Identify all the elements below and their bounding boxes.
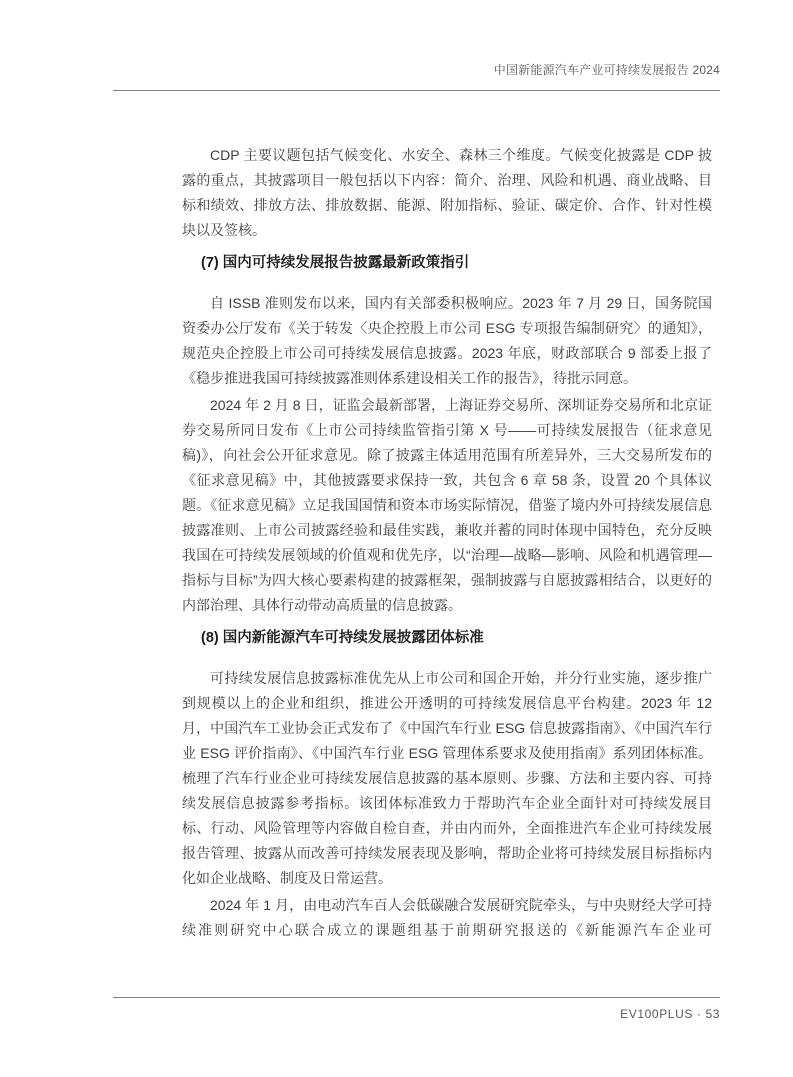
heading-8-nev-group-standards: (8) 国内新能源汽车可持续发展披露团体标准 (201, 630, 484, 646)
footer-separator: · (696, 1007, 702, 1021)
paragraph-caam-esg-standards: 可持续发展信息披露标准优先从上市公司和国企开始，并分行业实施，逐步推广到规模以上的企业和组织，推进公开透明的可持续发展信息平台构建。2023 年 12 月，中国汽车工业协会正式发布了《中国汽车行业 ESG 信息披露指南》、《中国汽车行业 ESG 评价指南》、《中国汽车行业 ESG 管理体系要求及使用指南》系列团体标准。梳理了汽车行业企业可持续发展信息披露的基本原则、步骤、方法和主要内容、可持续发展信息披露参考指标。该团体标准致力于帮助汽车企业全面针对可持续发展目标、行动、风险管理等内容做自检自查，并由内而外，全面推进汽车企业可持续发展报告管理、披露从而改善可持续发展表现及影响，帮助企业将可持续发展目标指标内化如企业战略、制度及日常运营。 (182, 670, 712, 886)
header-title: 中国新能源汽车产业可持续发展报告 2024 (493, 63, 720, 77)
paragraph-csrc-exchanges-draft: 2024 年 2 月 8 日，证监会最新部署，上海证券交易所、深圳证券交易所和北京证券交易所同日发布《上市公司持续监管指引第 X 号——可持续发展报告（征求意见稿)》，向社会公开征求意见。除了披露主体适用范围有所差异外，三大交易所发布的《征求意见稿》中，其他披露要求保持一致，共包含 6 章 58 条，设置 20 个具体议题。《征求意见稿》立足我国国情和资本市场实际情况，借鉴了境内外可持续发展信息披露准则、上市公司披露经验和最佳实践，兼收并蓄的同时体现中国特色，充分反映我国在可持续发展领域的价值观和优先序，以“治理—战略—影响、风险和机遇管理—指标与目标”为四大核心要素构建的披露框架，强制披露与自愿披露相结合，以更好的内部治理、具体行动带动高质量的信息披露。 (182, 397, 712, 613)
header-rule (113, 0, 720, 91)
footer-page-number: 53 (705, 1007, 720, 1021)
page-footer (113, 997, 720, 1021)
paragraph-issb-response: 自 ISSB 准则发布以来，国内有关部委积极响应。2023 年 7 月 29 日，国务院国资委办公厅发布《关于转发〈央企控股上市公司 ESG 专项报告编制研究〉的通知》，规范央企控股上市公司可持续发展信息披露。2023 年底，财政部联合 9 部委上报了《稳步推进我国可持续披露准则体系建设相关工作的报告》，待批示同意。 (182, 295, 712, 386)
page-content (182, 143, 712, 945)
page-header (113, 0, 720, 91)
heading-7-domestic-policy-guidance: (7) 国内可持续发展报告披露最新政策指引 (201, 255, 470, 271)
paragraph-cdp-topics: CDP 主要议题包括气候变化、水安全、森林三个维度。气候变化披露是 CDP 披露的重点，其披露项目一般包括以下内容：简介、治理、风险和机遇、商业战略、目标和绩效、排放方法、排放数据、能源、附加指标、验证、碳定价、合作、针对性模块以及签核。 (182, 147, 712, 238)
footer-pagination (113, 1007, 720, 1021)
paragraph-ev100-research-group: 2024 年 1 月，由电动汽车百人会低碳融合发展研究院牵头，与中央财经大学可持续准则研究中心联合成立的课题组基于前期研究报送的《新能源汽车企业可 (182, 897, 712, 938)
footer-brand: EV100PLUS (620, 1007, 693, 1021)
